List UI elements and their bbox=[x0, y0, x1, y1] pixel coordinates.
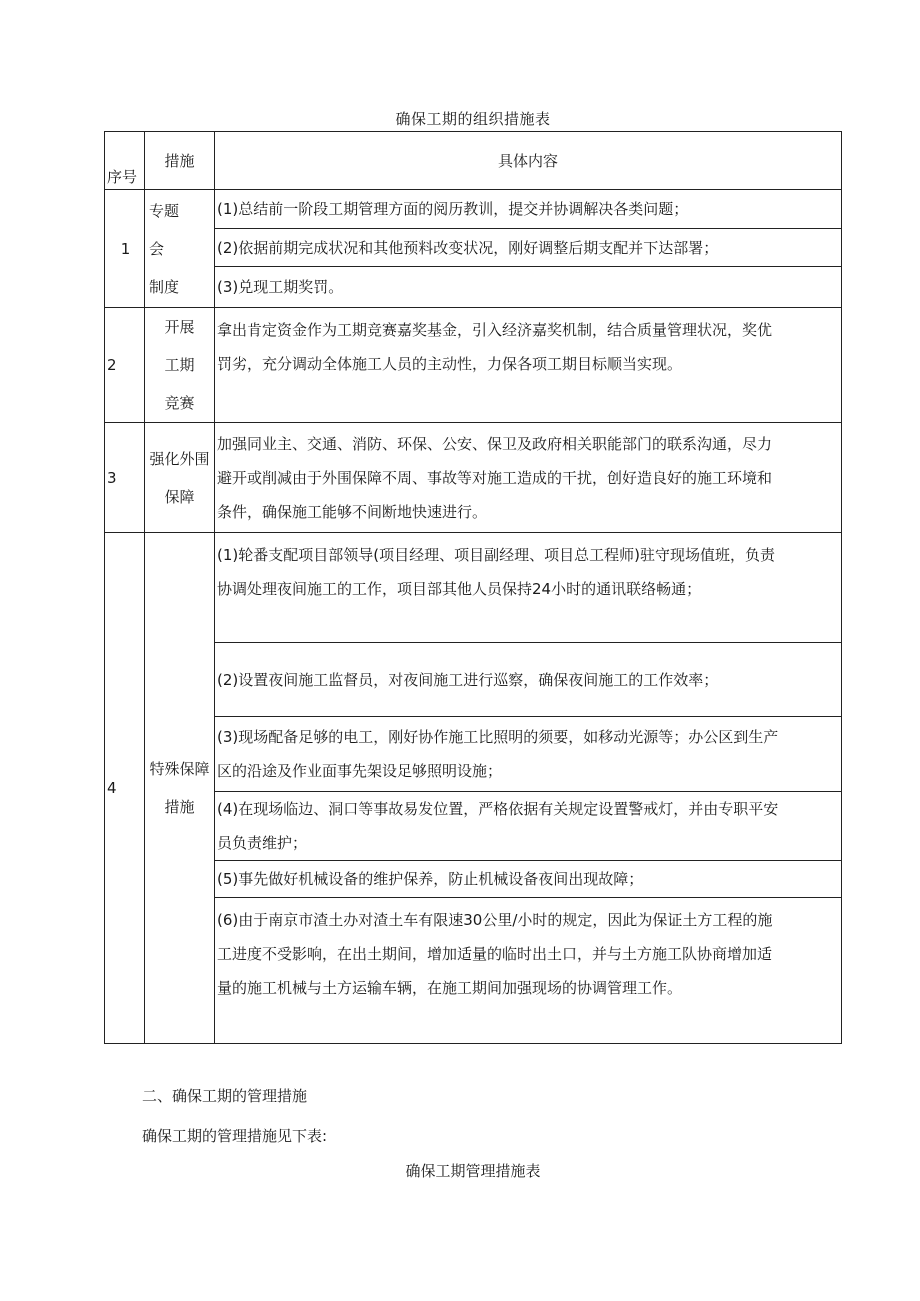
row-number: 1 bbox=[105, 190, 145, 308]
table-header-row bbox=[105, 132, 842, 190]
row-number: 4 bbox=[105, 533, 145, 1044]
content-item: 加强同业主、交通、消防、环保、公安、保卫及政府相关职能部门的联系沟通，尽力 避开或削减由于外围保障不周、事故等对施工造成的干扰，创好造良好的施工环境和 条件，确保施工能够不间断地快速进行。 bbox=[215, 423, 842, 533]
table-row bbox=[105, 190, 842, 229]
table-row bbox=[105, 267, 842, 308]
content-item: (2)依据前期完成状况和其他预料改变状况，刚好调整后期支配并下达部署； bbox=[215, 229, 842, 267]
content-item: (1)总结前一阶段工期管理方面的阅历教训，提交并协调解决各类问题； bbox=[215, 190, 842, 229]
table-row bbox=[105, 308, 842, 423]
header-content: 具体内容 bbox=[215, 132, 842, 190]
measure-name: 强化外围 保障 bbox=[145, 423, 215, 533]
table-title: 确保工期的组织措施表 bbox=[395, 110, 551, 128]
measure-name: 开展 工期 竞赛 bbox=[145, 308, 215, 423]
table-row bbox=[105, 533, 842, 643]
header-num: 序号 bbox=[105, 132, 145, 190]
content-item: 拿出肯定资金作为工期竞赛嘉奖基金，引入经济嘉奖机制，结合质量管理状况，奖优 罚劣，充分调动全体施工人员的主动性，力保各项工期目标顺当实现。 bbox=[215, 308, 842, 423]
content-item: (3)现场配备足够的电工，刚好协作施工比照明的须要，如移动光源等；办公区到生产 区的沿途及作业面事先架设足够照明设施； bbox=[215, 717, 842, 792]
content-item: (4)在现场临边、洞口等事故易发位置，严格依据有关规定设置警戒灯，并由专职平安 员负责维护； bbox=[215, 792, 842, 861]
table-row bbox=[105, 229, 842, 267]
measure-name: 专题 会 制度 bbox=[145, 190, 215, 308]
content-item: (5)事先做好机械设备的维护保养，防止机械设备夜间出现故障； bbox=[215, 861, 842, 898]
table-row bbox=[105, 792, 842, 861]
table-row bbox=[105, 898, 842, 1044]
row-number: 3 bbox=[105, 423, 145, 533]
next-table-title: 确保工期管理措施表 bbox=[405, 1162, 541, 1180]
table-row bbox=[105, 643, 842, 717]
header-measure: 措施 bbox=[145, 132, 215, 190]
content-item: (2)设置夜间施工监督员，对夜间施工进行巡察，确保夜间施工的工作效率； bbox=[215, 643, 842, 717]
table-row bbox=[105, 861, 842, 898]
content-item: (6)由于南京市渣土办对渣土车有限速30公里/小时的规定，因此为保证土方工程的施 工进度不受影响，在出土期间，增加适量的临时出土口，并与土方施工队协商增加适 量的施工机械与土方运输车辆，在施工期间加强现场的协调管理工作。 bbox=[215, 898, 842, 1044]
row-number: 2 bbox=[105, 308, 145, 423]
table-row bbox=[105, 423, 842, 533]
table-row bbox=[105, 717, 842, 792]
measure-name: 特殊保障 措施 bbox=[145, 533, 215, 1044]
section-heading: 二、确保工期的管理措施 bbox=[142, 1087, 308, 1105]
intro-text: 确保工期的管理措施见下表: bbox=[142, 1127, 328, 1145]
content-item: (1)轮番支配项目部领导(项目经理、项目副经理、项目总工程师)驻守现场值班，负责 协调处理夜间施工的工作，项目部其他人员保持24小时的通讯联络畅通； bbox=[215, 533, 842, 643]
organization-measures-table bbox=[104, 131, 842, 1044]
content-item: (3)兑现工期奖罚。 bbox=[215, 267, 842, 308]
